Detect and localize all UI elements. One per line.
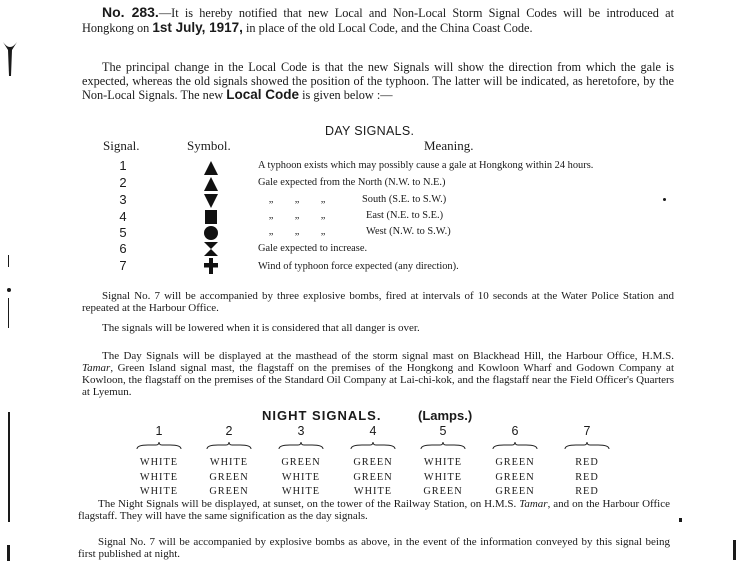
signal-number: 2 [119, 175, 127, 190]
lamp-color: WHITE [281, 486, 321, 497]
brace-mark [206, 441, 252, 451]
margin-scan-mark [8, 255, 9, 267]
lamp-color: WHITE [209, 457, 249, 468]
night-signals-title: NIGHT SIGNALS. [262, 408, 382, 423]
ditto-mark: „ [320, 210, 326, 221]
lamp-color: RED [575, 457, 599, 468]
signal-number: 1 [119, 158, 127, 173]
night-signal-column [484, 424, 546, 500]
brace-mark [492, 441, 538, 451]
lamp-color: GREEN [353, 471, 393, 483]
notice-number: No. 283. [102, 4, 159, 20]
signal-number: 6 [119, 241, 127, 256]
signal-meaning: Gale expected from the North (N.W. to N.E.) [258, 177, 446, 188]
column-meaning-heading: Meaning. [424, 138, 474, 153]
night-signal-number: 2 [225, 424, 233, 438]
ditto-mark: „ [320, 226, 326, 237]
lamp-color: GREEN [423, 486, 463, 497]
signal-meaning: Wind of typhoon force expected (any direction). [258, 261, 459, 272]
triangle-down-icon [203, 193, 219, 209]
night-bombs-paragraph: Signal No. 7 will be accompanied by explosive bombs as above, in the event of the information conveyed by this signal being first published at night. [78, 536, 670, 560]
night-signal-number: 5 [439, 424, 447, 438]
signal-meaning: „ „ „ East (N.E. to S.E.) [258, 210, 443, 221]
ditto-mark: „ [268, 226, 274, 237]
margin-scan-mark [679, 518, 682, 522]
ditto-mark: „ [268, 210, 274, 221]
signal-number: 4 [119, 209, 127, 224]
signal-number: 5 [119, 225, 127, 240]
lamp-color: RED [575, 486, 599, 497]
night-signal-number: 7 [583, 424, 591, 438]
night-signal-column [412, 424, 474, 500]
lamp-color: WHITE [353, 486, 393, 497]
lamp-color: GREEN [209, 471, 249, 483]
margin-scan-mark [8, 298, 9, 328]
night-signal-number: 1 [155, 424, 163, 438]
column-symbol-heading: Symbol. [187, 138, 231, 153]
night-signal-column [270, 424, 332, 500]
brace-mark [420, 441, 466, 451]
triangle-up-icon [203, 176, 219, 192]
margin-scan-mark [7, 545, 10, 561]
ditto-mark: „ [294, 210, 300, 221]
lamp-color: GREEN [495, 457, 535, 468]
brace-mark [564, 441, 610, 451]
signal-meaning: „ „ „ West (N.W. to S.W.) [258, 226, 451, 237]
lamp-color: RED [575, 471, 599, 483]
night-signal-number: 4 [369, 424, 377, 438]
night-signal-number: 3 [297, 424, 305, 438]
lamp-color: GREEN [281, 457, 321, 468]
hourglass-icon [203, 241, 219, 257]
ditto-mark: „ [294, 194, 300, 205]
lamp-color: WHITE [139, 457, 179, 468]
margin-scan-mark [663, 198, 666, 201]
lamp-color: WHITE [423, 471, 463, 483]
margin-scan-mark [7, 288, 11, 292]
brace-mark [350, 441, 396, 451]
ditto-mark: „ [268, 194, 274, 205]
night-signal-column [198, 424, 260, 500]
square-icon [203, 209, 219, 225]
lamp-color: GREEN [353, 457, 393, 468]
margin-scan-mark [8, 412, 10, 522]
bombs-paragraph: Signal No. 7 will be accompanied by three explosive bombs, fired at intervals of 10 seconds at the Water Police Station and repeated at the Harbour Office. [82, 290, 674, 314]
principal-change-paragraph: The principal change in the Local Code is that the new Signals will show the direction from which the gale is expected, whereas the old signals showed the position of the typhoon. The latter will be indicated, as heretofore, by the Non-Local Signals. The new Local Code is given below :— [82, 60, 674, 102]
cross-icon [203, 258, 219, 274]
lamp-color: WHITE [139, 471, 179, 483]
lamp-color: WHITE [423, 457, 463, 468]
signal-meaning: Gale expected to increase. [258, 243, 368, 254]
lamp-color: WHITE [281, 471, 321, 483]
night-signal-column [556, 424, 618, 500]
ditto-mark: „ [294, 226, 300, 237]
effective-date: 1st July, 1917, [152, 19, 243, 35]
day-display-paragraph: The Day Signals will be displayed at the masthead of the storm signal mast on Blackhead Hill, the Harbour Office, H.M.S. Tamar, Green Island signal mast, the flagstaff on the premises of the Hongkong and Kowloon Wharf and Godown Company at Kowloon, the flagstaff on the premises of the Standard Oil Company at Lai-chi-kok, and the flagstaff near the Field Officer's Quarters at Lyemun. [82, 350, 674, 398]
margin-scan-mark [733, 540, 736, 560]
lamp-color: GREEN [495, 471, 535, 483]
margin-scan-mark [2, 38, 18, 78]
local-code-emphasis: Local Code [226, 87, 299, 102]
signal-number: 7 [119, 258, 127, 273]
night-display-paragraph: The Night Signals will be displayed, at sunset, on the tower of the Railway Station, on H.M.S. Tamar, and on the Harbour Office flagstaff. They will have the same signification as the day signals. [78, 498, 670, 522]
night-signal-column [342, 424, 404, 500]
lamp-color: WHITE [139, 486, 179, 497]
signal-meaning: A typhoon exists which may possibly cause a gale at Hongkong within 24 hours. [258, 160, 594, 171]
night-signals-subtitle: (Lamps.) [418, 408, 473, 423]
signal-number: 3 [119, 192, 127, 207]
lamp-color: GREEN [495, 486, 535, 497]
column-signal-heading: Signal. [103, 138, 140, 153]
night-signal-column [128, 424, 190, 500]
lowered-paragraph: The signals will be lowered when it is considered that all danger is over. [102, 322, 420, 334]
triangle-up-icon [203, 160, 219, 176]
brace-mark [136, 441, 182, 451]
brace-mark [278, 441, 324, 451]
day-signals-title: DAY SIGNALS. [325, 124, 415, 138]
lamp-color: GREEN [209, 486, 249, 497]
night-signal-number: 6 [511, 424, 519, 438]
ditto-mark: „ [320, 194, 326, 205]
signal-meaning: „ „ „ South (S.E. to S.W.) [258, 194, 446, 205]
notice-intro: No. 283.—It is hereby notified that new Local and Non-Local Storm Signal Codes will be introduced at Hongkong on 1st July, 1917, in place of the old Local Code, and the China Coast Code. [82, 4, 674, 35]
circle-icon [203, 225, 219, 241]
